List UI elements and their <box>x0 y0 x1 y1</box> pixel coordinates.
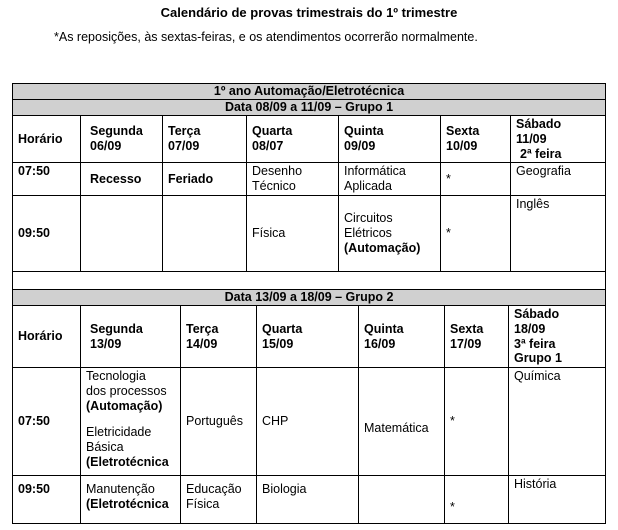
schedule-cell: Desenho Técnico <box>247 163 339 196</box>
column-header-quinta: Quinta 16/09 <box>359 306 445 368</box>
schedule-cell: Português <box>181 368 257 476</box>
column-header-sabado: Sábado 11/09 2ª feira <box>511 116 606 163</box>
schedule-cell <box>359 476 445 524</box>
schedule-cell: CHP <box>257 368 359 476</box>
column-header-horario: Horário <box>13 116 81 163</box>
schedule-table-group-1 <box>12 83 606 291</box>
column-header-terca: Terça 07/09 <box>163 116 247 163</box>
column-header-sexta: Sexta 17/09 <box>445 306 509 368</box>
schedule-cell: Química <box>509 368 606 476</box>
schedule-cell: * <box>445 368 509 476</box>
column-header-segunda: Segunda 06/09 <box>81 116 163 163</box>
column-header-terca: Terça 14/09 <box>181 306 257 368</box>
time-cell: 09:50 <box>13 476 81 524</box>
schedule-cell: Recesso <box>81 163 163 196</box>
schedule-cell: * <box>441 163 511 196</box>
course-header: 1º ano Automação/Eletrotécnica <box>13 84 606 100</box>
schedule-cell: Geografia <box>511 163 606 196</box>
schedule-cell: * <box>445 476 509 524</box>
page-title: Calendário de provas trimestrais do 1º trimestre <box>160 5 458 20</box>
schedule-cell: Informática Aplicada <box>339 163 441 196</box>
schedule-table-group-2 <box>12 289 606 524</box>
schedule-cell: Inglês <box>511 195 606 271</box>
column-header-quinta: Quinta 09/09 <box>339 116 441 163</box>
column-header-segunda: Segunda 13/09 <box>81 306 181 368</box>
spacer-row <box>13 271 606 290</box>
schedule-cell: Circuitos Elétricos (Automação) <box>339 195 441 271</box>
time-cell: 07:50 <box>13 163 81 196</box>
column-header-sexta: Sexta 10/09 <box>441 116 511 163</box>
schedule-cell: Educação Física <box>181 476 257 524</box>
column-header-sabado: Sábado 18/09 3ª feira Grupo 1 <box>509 306 606 368</box>
schedule-cell: Biologia <box>257 476 359 524</box>
time-cell: 09:50 <box>13 195 81 271</box>
group-1-date-header: Data 08/09 a 11/09 – Grupo 1 <box>13 100 606 116</box>
schedule-cell: Manutenção (Eletrotécnica <box>81 476 181 524</box>
schedule-cell: Física <box>247 195 339 271</box>
schedule-cell <box>81 195 163 271</box>
schedule-cell: História <box>509 476 606 524</box>
column-header-quarta: Quarta 08/07 <box>247 116 339 163</box>
time-cell: 07:50 <box>13 368 81 476</box>
column-header-quarta: Quarta 15/09 <box>257 306 359 368</box>
group-2-date-header: Data 13/09 a 18/09 – Grupo 2 <box>13 290 606 306</box>
schedule-note: *As reposições, às sextas-feiras, e os atendimentos ocorrerão normalmente. <box>54 30 478 44</box>
schedule-cell: Matemática <box>359 368 445 476</box>
schedule-cell <box>163 195 247 271</box>
schedule-cell: Tecnologia dos processos (Automação) Eletricidade Básica (Eletrotécnica <box>81 368 181 476</box>
column-header-horario: Horário <box>13 306 81 368</box>
schedule-cell: * <box>441 195 511 271</box>
schedule-cell: Feriado <box>163 163 247 196</box>
